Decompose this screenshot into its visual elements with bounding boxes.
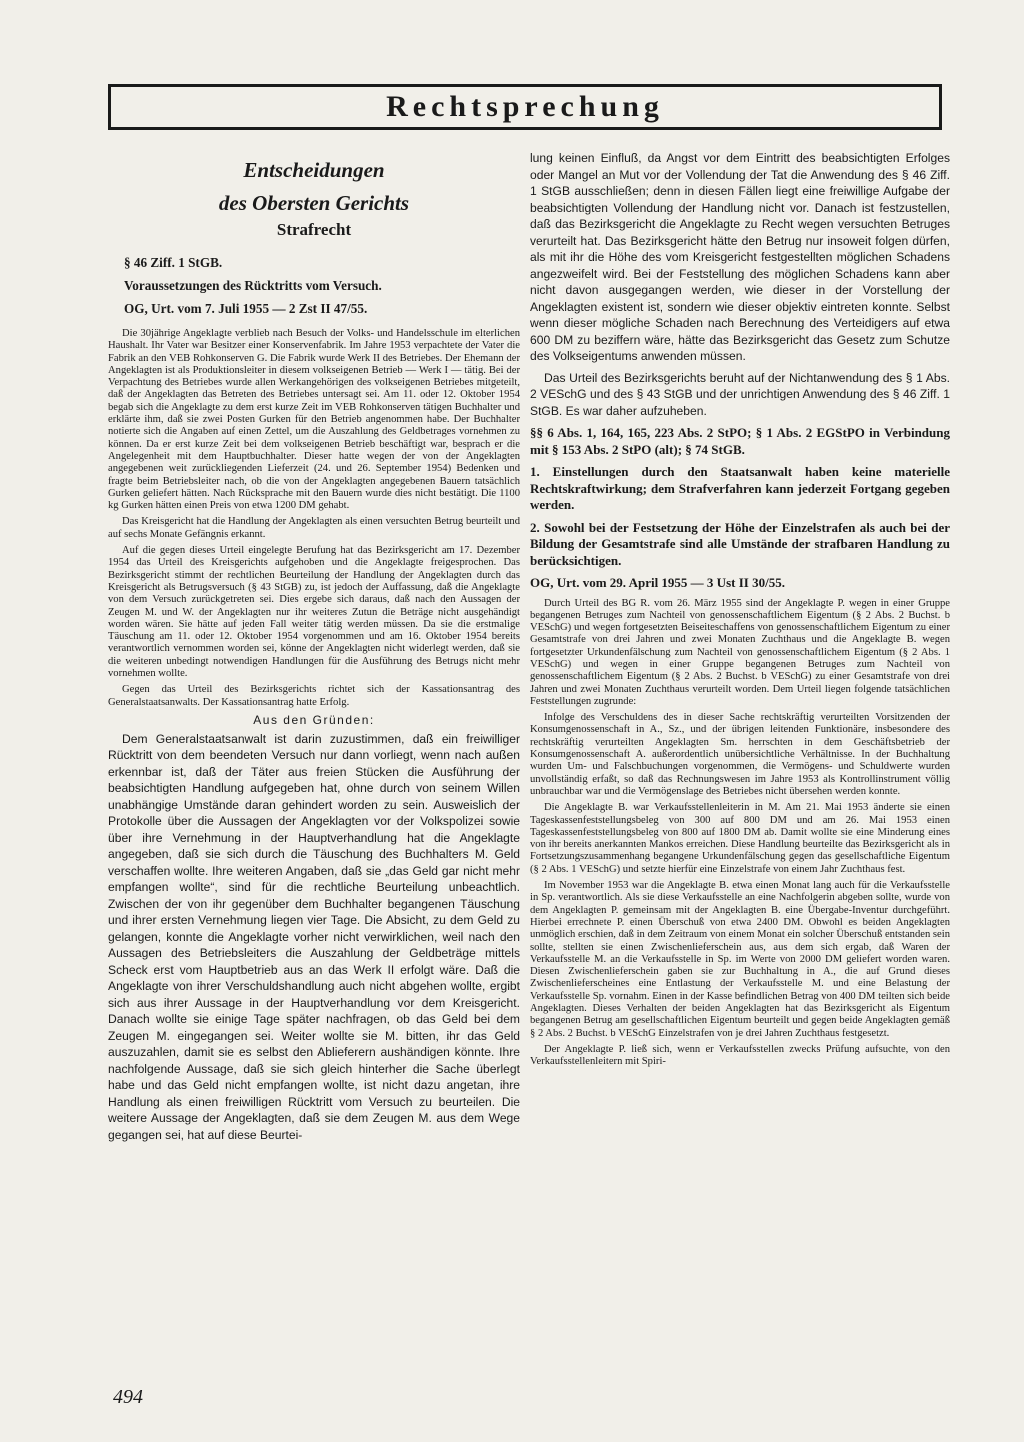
right-column	[530, 150, 950, 1072]
reasons-paragraph: Dem Generalstaatsanwalt ist darin zuzustimmen, daß ein freiwilliger Rücktritt von dem beendeten Versuch nur dann vorliegt, wenn nach außen erkennbar ist, daß der Täter aus freien Stücken die Ausführung der beabsichtigten Handlung aufgegeben hat, ohne durch von seinem Willen unabhängige Umstände daran gehindert worden zu sein. Ausweislich der Protokolle über die Aussagen der Angeklagten vor der Volkspolizei sowie über ihre Vernehmung in der Hauptverhandlung hat die Angeklagte angegeben, daß sie sich durch die Täuschung des Buchhalters M. Geld verschaffen wollte. Ihre weiteren Angaben, daß sie „das Geld gar nicht mehr empfangen wollte“, sind für die rechtliche Beurteilung unbeachtlich. Zwischen der von ihr gegenüber dem Buchhalter begangenen Täuschung und ihrer ersten Vernehmung liegen vier Tage. Die Absicht, zu dem Geld zu gelangen, konnte die Angeklagte vorher nicht verwirklichen, weil nach den Aussagen des Betriebsleiters die Auszahlung der Geldbeträge mittels Scheck erst vom Hauptbetrieb aus an das Werk II erfolgt wäre. Daß die Angeklagte von ihrer Verschuldshandlung auch nicht abgehen wollte, ergibt sich aus ihrer Aussage in der Hauptverhandlung vor dem Kreisgericht. Danach wollte sie einige Tage später nachfragen, ob das Geld bei dem Zeugen M. eingegangen sei. Weiter wollte sie M. bitten, ihr das Geld auszuzahlen, damit sie es selbst den Ablieferern aushändigen könnte. Ihre nachfolgende Aussage, daß sie sich gleich hinterher die Sache überlegt habe und das Geld nicht empfangen wollte, ist nicht dazu angetan, ihre Handlung als einen freiwilligen Rücktritt vom Versuch zu beurteilen. Die weitere Aussage der Angeklagten, daß sie dem Zeugen M. aus dem Wege gegangen sei, hat auf diese Beurtei-	[108, 731, 520, 1142]
continuation-paragraph: lung keinen Einfluß, da Angst vor dem Eintritt des beabsichtigten Erfolges oder Mangel an Mut vor der Vollendung der Tat die Anwendung des § 46 Ziff. 1 StGB ausschließen; denn in diesen Fällen liegt eine freiwillige Aufgabe der beabsichtigten Vollendung der Handlung nicht vor. Danach ist festzustellen, daß das Bezirksgericht die Angeklagte zu Recht wegen versuchten Betruges verurteilt hat. Das Bezirksgericht hätte den Betrug nur insoweit folgen dürfen, als mit ihr die Höhe des vom Kreisgericht festgestellten möglichen Schadens angezweifelt wird. Bei der Feststellung des möglichen Schadens kann aber nicht davon ausgegangen werden, wie dieser in der Vorstellung der Angeklagten existent ist, sondern wie dieser objektiv eintreten konnte. Selbst wenn dieser mögliche Schaden nach Berechnung des Verteidigers auf etwa 600 DM zu beziffern wäre, hätte das Bezirksgericht das Gesetz zum Schutze des Volkseigentums anwenden müssen.	[530, 151, 950, 363]
case-reference: § 46 Ziff. 1 StGB.	[124, 255, 223, 270]
heading-line-1: Entscheidungen	[243, 158, 385, 182]
case-decision: OG, Urt. vom 7. Juli 1955 — 2 Zst II 47/55.	[124, 301, 368, 316]
case2-facts-paragraph: Infolge des Verschuldens des in dieser Sache rechtskräftig verurteilten Vorsitzenden der Konsumgenossenschaft in A., Sz., und der übrigen leitenden Funktionäre, insbesondere des rechtskräftig verurteilten Angeklagten Sm. herrschten in dem Geschäftsbetrieb der Konsumgenossenschaft A. außerordentlich unübersichtliche Verhältnisse. In der Buchhaltung wurden Um- und Falschbuchungen vorgenommen, die Vermögens- und Schuldwerte wurden unvollständig erfaßt, so daß das Rechnungswesen im Jahre 1953 als Kontrollinstrument völlig unbrauchbar war und die Vermögenslage des Betriebes nicht übersehen werden konnte.	[530, 712, 950, 797]
facts-paragraph: Gegen das Urteil des Bezirksgerichts richtet sich der Kassationsantrag des Generalstaatsanwalts. Der Kassationsantrag hatte Erfolg.	[108, 684, 520, 708]
case-topic: Voraussetzungen des Rücktritts vom Versuch.	[124, 278, 382, 293]
left-column	[108, 150, 520, 1148]
case2-point-1: 1. Einstellungen durch den Staatsanwalt haben keine materielle Rechtskraftwirkung; dem Strafverfahren kann jederzeit Fortgang gegeben werden.	[530, 464, 950, 512]
section-title: Rechtsprechung	[386, 90, 664, 123]
facts-paragraph: Die 30jährige Angeklagte verblieb nach Besuch der Volks- und Handelsschule im elterlichen Haushalt. Ihr Vater war Besitzer einer Konservenfabrik. Im Jahre 1953 verpachtete der Vater die Fabrik an den VEB Rohkonserven G. Die Fabrik wurde Werk II des Betriebes. Der Ehemann der Angeklagten ist als Produktionsleiter in diesem volkseigenen Betrieb — Werk I — tätig. Bei der Verpachtung des Betriebes wurde allen Werkangehörigen des volkseigenen Betriebes mitgeteilt, daß der Angeklagten das Betreten des Betriebes untersagt sei. Am 11. oder 12. Oktober 1954 begab sich die Angeklagte zu dem erst kurze Zeit im VEB Rohkonserven tätigen Buchhalter und erklärte ihm, daß sie zwei Posten Gurken für den Betrieb angenommen habe. Der Buchhalter notierte sich die Angaben auf einen Zettel, um die Auszahlung des Geldbetrages vornehmen zu können. Da er erst kurze Zeit bei dem volkseigenen Betrieb beschäftigt war, besprach er die Angelegenheit mit dem Hauptbuchhalter. Dieser hatte wegen der von der Angeklagten angegebenen weit zurückliegenden Lieferzeit (24. und 26. September 1954) Bedenken und fragte beim Betriebsleiter nach, ob die von der Angeklagten angegebenen Bauern tatsächlich Gurken geliefert hätten. Nach Rücksprache mit den Bauern wurde dies nicht bestätigt. Die 1100 kg Gurken hätten einen Preis von etwa 1200 DM gehabt.	[108, 328, 520, 512]
case2-facts-paragraph: Im November 1953 war die Angeklagte B. etwa einen Monat lang auch für die Verkaufsstelle in Sp. verantwortlich. Als sie diese Verkaufsstelle an eine Nachfolgerin abgeben sollte, wurde von dem Angeklagten P. gemeinsam mit der Angeklagten B. eine Übergabe-Inventur durchgeführt. Hierbei errechnete P. einen Überschuß von etwa 2400 DM. Obwohl es beiden Angeklagten unmöglich erschien, daß in dem Zeitraum von einem Monat ein solcher Überschuß entstanden sein sollte, stellten sie einen Zwischenlieferschein aus, aus dem sich ergab, daß Waren der Verkaufsstelle M. an die Verkaufsstelle in Sp. im Werte von 2000 DM geliefert worden waren. Diesen Zwischenlieferschein gaben sie zur Buchhaltung in A., die auf Grund dieses Zwischenlieferscheines eine Entlastung der Verkaufsstelle M. und eine Belastung der Verkaufsstelle Sp. vornahm. Einen in der Kasse befindlichen Betrag von 400 DM teilten sich beide Angeklagten. Dieses Verhalten der beiden Angeklagten hat das Bezirksgericht als Eigentum begangenen Betrug am gesellschaftlichen Eigentum beurteilt und gegen beide Angeklagten gemäß § 2 Abs. 2 Buchst. b VESchG Einzelstrafen von je drei Jahren Zuchthaus festgesetzt.	[530, 880, 950, 1039]
section-header-box	[108, 84, 942, 130]
subheading-strafrecht: Strafrecht	[276, 220, 352, 239]
case2-facts-paragraph: Die Angeklagte B. war Verkaufsstellenleiterin in M. Am 21. Mai 1953 änderte sie einen Tageskassenfeststellungsbeleg von 300 auf 800 DM und am 26. Mai 1953 einen Tageskassenfeststellungsbeleg von 800 auf 1800 DM ab. Damit wollte sie eine Minderung eines von ihr bereits anerkannten Mankos erreichen. Diese Handlung beurteilte das Bezirksgericht als in Fortsetzungszusammenhang begangene Urkundenfälschung gegen das gesellschaftliche Eigentum (§ 2 Abs. 1 VESchG) und setzte hierfür eine Einzelstrafe von einem Jahr Zuchthaus fest.	[530, 802, 950, 875]
page-number: 494	[113, 1386, 143, 1408]
case2-facts-paragraph: Der Angeklagte P. ließ sich, wenn er Verkaufsstellen zwecks Prüfung aufsuchte, von den Verkaufsstellenleitern mit Spiri-	[530, 1043, 950, 1068]
case2-decision: OG, Urt. vom 29. April 1955 — 3 Ust II 30/55.	[530, 575, 785, 590]
facts-paragraph: Das Kreisgericht hat die Handlung der Angeklagten als einen versuchten Betrug beurteilt und auf sechs Monate Gefängnis erkannt.	[108, 516, 520, 540]
case2-point-2: 2. Sowohl bei der Festsetzung der Höhe der Einzelstrafen als auch bei der Bildung der Gesamtstrafe sind alle Umstände der strafbaren Handlung zu berücksichtigen.	[530, 519, 950, 568]
facts-paragraph: Auf die gegen dieses Urteil eingelegte Berufung hat das Bezirksgericht am 17. Dezember 1954 das Urteil des Kreisgerichts aufgehoben und die Angeklagte freigesprochen. Das Bezirksgericht stimmt der rechtlichen Beurteilung der Handlung der Angeklagten durch das Kreisgericht als Betrugsversuch (§ 43 StGB) zu, ist jedoch der Auffassung, daß die Angeklagte von dem Versuch zurückgetreten sei. Dies ergebe sich daraus, daß nach den Aussagen der Zeugen M. und W. der Angeklagten nur ihr weiteres Zutun die Beträge nicht ausgehändigt worden wären. Sie hätte auf jeden Fall weiter tätig werden müssen. Da sie die erstmalige Täuschung am 11. oder 12. Oktober 1954 vorgenommen und am 16. Oktober 1954 bereits verantwortlich vernommen worden sei, könne der Angeklagten nicht widerlegt werden, daß sie die weiteren unbedingt notwendigen Handlungen für die Ausführung des Betrugs nicht mehr vornehmen wollte.	[108, 545, 520, 680]
case2-facts-paragraph: Durch Urteil des BG R. vom 26. März 1955 sind der Angeklagte P. wegen in einer Gruppe begangenen Betruges zum Nachteil von genossenschaftlichem Eigentum (§ 2 Abs. 2 Buchst. b VESchG) und wegen fortgesetzten Beiseiteschaffens von genossenschaftlichem Eigentum zu einer Gesamtstrafe von drei Jahren und zwei Monaten Zuchthaus und die Angeklagte B. wegen fortgesetzter Urkundenfälschung zum Nachteil von genossenschaftlichem Eigentum (§ 2 Abs. 1 VESchG) und wegen in einer Gruppe begangenen Betruges zum Nachteil von genossenschaftlichem Eigentum (§ 2 Abs. 2 Buchst. b VESchG) zu einer Gesamtstrafe von drei Jahren und zwei Monaten Zuchthaus verurteilt worden. Dem Urteil liegen folgende tatsächlichen Feststellungen zugrunde:	[530, 597, 950, 707]
case2-reference: §§ 6 Abs. 1, 164, 165, 223 Abs. 2 StPO; § 1 Abs. 2 EGStPO in Verbindung mit § 153 Abs. 2 StPO (alt); § 74 StGB.	[530, 425, 950, 457]
reasons-heading: Aus den Gründen:	[253, 712, 375, 727]
heading-line-2: des Obersten Gerichts	[218, 191, 410, 215]
continuation-paragraph: Das Urteil des Bezirksgerichts beruht auf der Nichtanwendung des § 1 Abs. 2 VESchG und des § 43 StGB und der unrichtigen Anwendung des § 46 Ziff. 1 StGB. Es war daher aufzuheben.	[530, 370, 950, 418]
